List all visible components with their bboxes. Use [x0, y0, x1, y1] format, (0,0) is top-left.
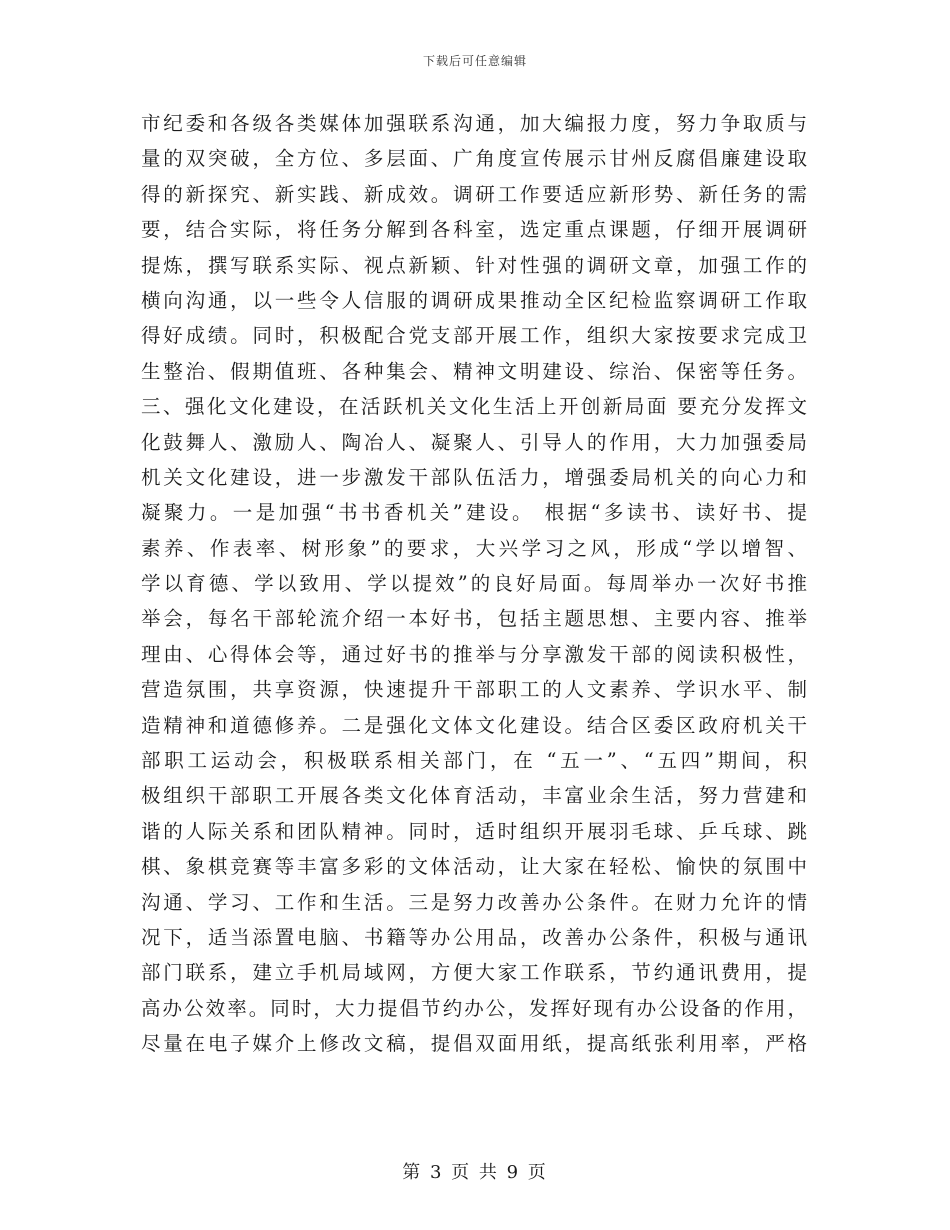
- body-line: 量的双突破，全方位、多层面、广角度宣传展示甘州反腐倡廉建设取: [141, 147, 807, 171]
- body-line: 造精神和道德修养。二是强化文体文化建设。结合区委区政府机关干: [141, 713, 807, 737]
- body-line: 化鼓舞人、激励人、陶冶人、凝聚人、引导人的作用，大力加强委局: [141, 430, 807, 454]
- body-line: 理由、心得体会等，通过好书的推举与分享激发干部的阅读积极性，: [141, 642, 807, 666]
- body-line: 市纪委和各级各类媒体加强联系沟通，加大编报力度，努力争取质与: [141, 112, 807, 135]
- body-line: 提炼，撰写联系实际、视点新颖、针对性强的调研文章，加强工作的: [141, 253, 807, 277]
- body-line: 机关文化建设，进一步激发干部队伍活力，增强委局机关的向心力和: [141, 465, 807, 489]
- body-line: 素养、作表率、树形象”的要求，大兴学习之风，形成“学以增智、: [141, 536, 807, 560]
- body-line: 举会，每名干部轮流介绍一本好书，包括主题思想、主要内容、推举: [141, 607, 807, 631]
- body-line: 学以育德、学以致用、学以提效”的良好局面。每周举办一次好书推: [141, 572, 807, 596]
- body-line: 三、强化文化建设，在活跃机关文化生活上开创新局面 要充分发挥文: [141, 395, 807, 419]
- body-line: 部门联系，建立手机局域网，方便大家工作联系，节约通讯费用，提: [141, 961, 807, 985]
- body-line: 得好成绩。同时，积极配合党支部开展工作，组织大家按要求完成卫: [141, 324, 807, 348]
- body-line: 况下，适当添置电脑、书籍等办公用品，改善办公条件，积极与通讯: [141, 925, 807, 949]
- body-line: 沟通、学习、工作和生活。三是努力改善办公条件。在财力允许的情: [141, 890, 807, 914]
- page-number-footer: 第 3 页 共 9 页: [402, 1162, 548, 1183]
- body-line: 谐的人际关系和团队精神。同时，适时组织开展羽毛球、乒乓球、跳: [141, 819, 807, 843]
- page-header: 下载后可任意编辑: [422, 54, 527, 68]
- body-line: 尽量在电子媒介上修改文稿，提倡双面用纸，提高纸张利用率，严格: [141, 1032, 807, 1056]
- document-body: [141, 106, 807, 1062]
- body-line: 生整治、假期值班、各种集会、精神文明建设、综治、保密等任务。: [141, 359, 807, 383]
- body-line: 极组织干部职工开展各类文化体育活动，丰富业余生活，努力营建和: [141, 784, 807, 808]
- body-line: 得的新探究、新实践、新成效。调研工作要适应新形势、新任务的需: [141, 182, 807, 206]
- body-line: 棋、象棋竞赛等丰富多彩的文体活动，让大家在轻松、愉快的氛围中: [141, 855, 807, 879]
- body-line: 横向沟通，以一些令人信服的调研成果推动全区纪检监察调研工作取: [141, 288, 807, 312]
- body-line: 要，结合实际，将任务分解到各科室，选定重点课题，仔细开展调研: [141, 218, 807, 242]
- body-line: 部职工运动会，积极联系相关部门，在 “五一”、“五四”期间，积: [141, 749, 807, 773]
- body-line: 凝聚力。一是加强“书书香机关”建设。 根据“多读书、读好书、提: [141, 501, 807, 525]
- body-line: 高办公效率。同时，大力提倡节约办公，发挥好现有办公设备的作用，: [141, 996, 807, 1020]
- body-line: 营造氛围，共享资源，快速提升干部职工的人文素养、学识水平、制: [141, 678, 807, 702]
